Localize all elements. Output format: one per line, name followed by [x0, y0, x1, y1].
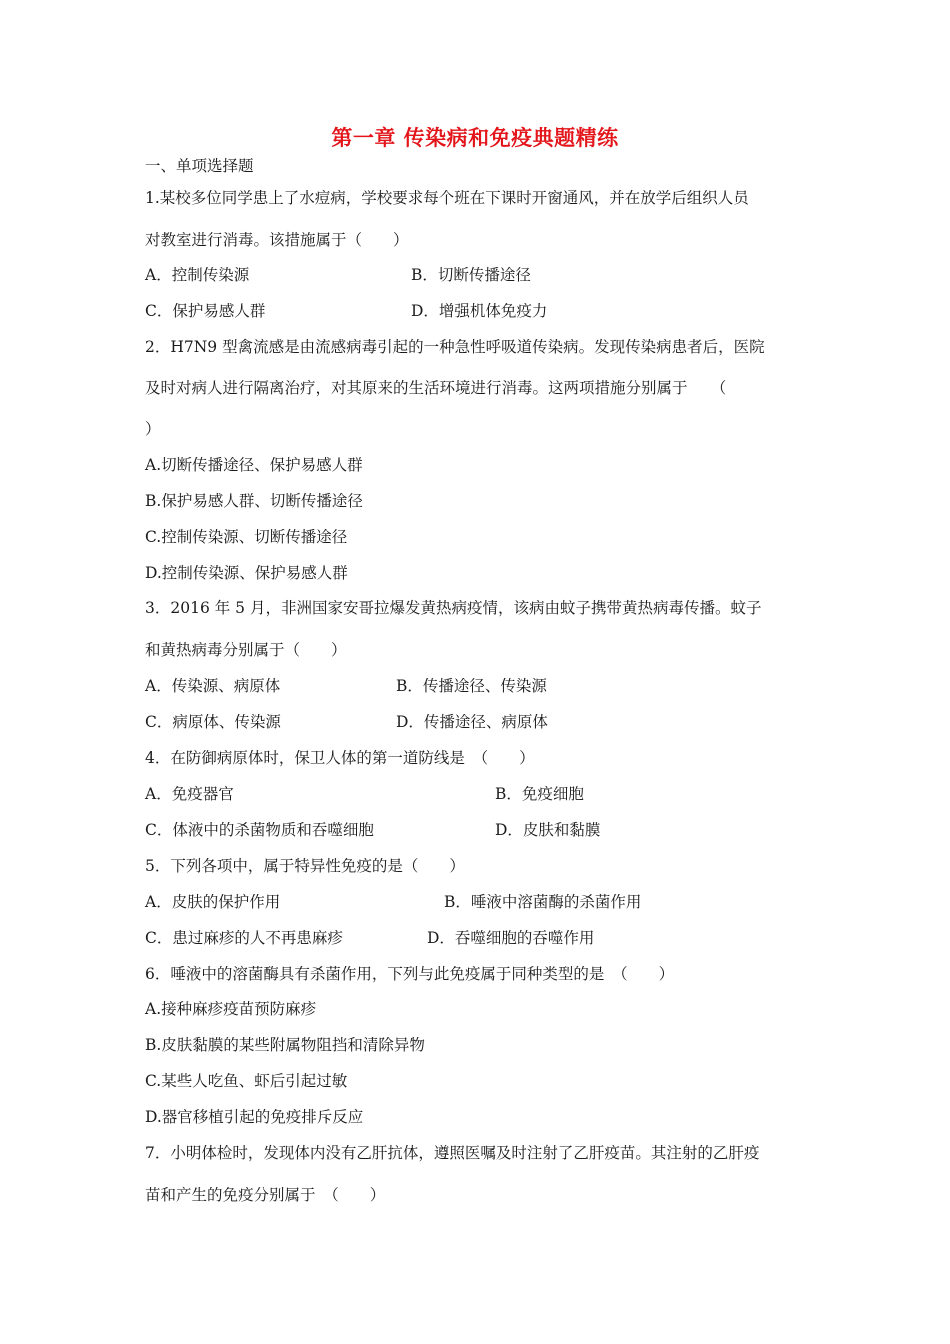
q2-option-c: C.控制传染源、切断传播途径: [145, 528, 348, 546]
q4-option-c: C．体液中的杀菌物质和吞噬细胞: [145, 821, 374, 839]
q3-stem-line-1: 3．2016 年 5 月，非洲国家安哥拉爆发黄热病疫情，该病由蚊子携带黄热病毒传播。蚊子: [145, 599, 762, 617]
q3-option-d: D．传播途径、病原体: [396, 713, 548, 731]
q7-stem-line-2: 苗和产生的免疫分别属于 （ ）: [145, 1186, 386, 1204]
q1-stem-line-1: 1.某校多位同学患上了水痘病，学校要求每个班在下课时开窗通风，并在放学后组织人员: [145, 189, 749, 207]
q4-option-b: B．免疫细胞: [495, 785, 584, 803]
q6-stem: 6．唾液中的溶菌酶具有杀菌作用，下列与此免疫属于同种类型的是 （ ）: [145, 965, 675, 983]
q6-option-b: B.皮肤黏膜的某些附属物阻挡和清除异物: [145, 1036, 425, 1054]
q3-option-a: A．传染源、病原体: [145, 677, 281, 695]
q7-stem-line-1: 7．小明体检时，发现体内没有乙肝抗体，遵照医嘱及时注射了乙肝疫苗。其注射的乙肝疫: [145, 1144, 760, 1162]
q5-option-d: D．吞噬细胞的吞噬作用: [427, 929, 595, 947]
q4-option-a: A．免疫器官: [145, 785, 234, 803]
q2-option-a: A.切断传播途径、保护易感人群: [145, 456, 363, 474]
page-title: 第一章 传染病和免疫典题精练: [331, 126, 619, 150]
q3-stem-line-2: 和黄热病毒分别属于（ ）: [145, 641, 347, 659]
q2-option-b: B.保护易感人群、切断传播途径: [145, 492, 363, 510]
q2-option-d: D.控制传染源、保护易感人群: [145, 564, 348, 582]
q5-stem: 5．下列各项中，属于特异性免疫的是（ ）: [145, 857, 465, 875]
q5-option-c: C．患过麻疹的人不再患麻疹: [145, 929, 343, 947]
q2-stem-line-3: ）: [145, 420, 161, 438]
q1-stem-line-2: 对教室进行消毒。该措施属于（ ）: [145, 231, 409, 249]
q1-option-b: B．切断传播途径: [411, 266, 531, 284]
q1-option-a: A．控制传染源: [145, 266, 250, 284]
q6-option-a: A.接种麻疹疫苗预防麻疹: [145, 1000, 317, 1018]
q4-option-d: D．皮肤和黏膜: [495, 821, 601, 839]
q1-option-d: D．增强机体免疫力: [411, 302, 548, 320]
q3-option-b: B．传播途径、传染源: [396, 677, 547, 695]
q4-stem: 4．在防御病原体时，保卫人体的第一道防线是 （ ）: [145, 749, 535, 767]
q2-stem-line-2: 及时对病人进行隔离治疗，对其原来的生活环境进行消毒。这两项措施分别属于 （: [145, 379, 727, 397]
q5-option-a: A．皮肤的保护作用: [145, 893, 281, 911]
q2-stem-line-1: 2．H7N9 型禽流感是由流感病毒引起的一种急性呼吸道传染病。发现传染病患者后，医院: [145, 338, 765, 356]
section-heading: 一、单项选择题: [145, 157, 254, 175]
q3-option-c: C．病原体、传染源: [145, 713, 281, 731]
q6-option-d: D.器官移植引起的免疫排斥反应: [145, 1108, 364, 1126]
q5-option-b: B．唾液中溶菌酶的杀菌作用: [444, 893, 642, 911]
q1-option-c: C．保护易感人群: [145, 302, 266, 320]
q6-option-c: C.某些人吃鱼、虾后引起过敏: [145, 1072, 348, 1090]
